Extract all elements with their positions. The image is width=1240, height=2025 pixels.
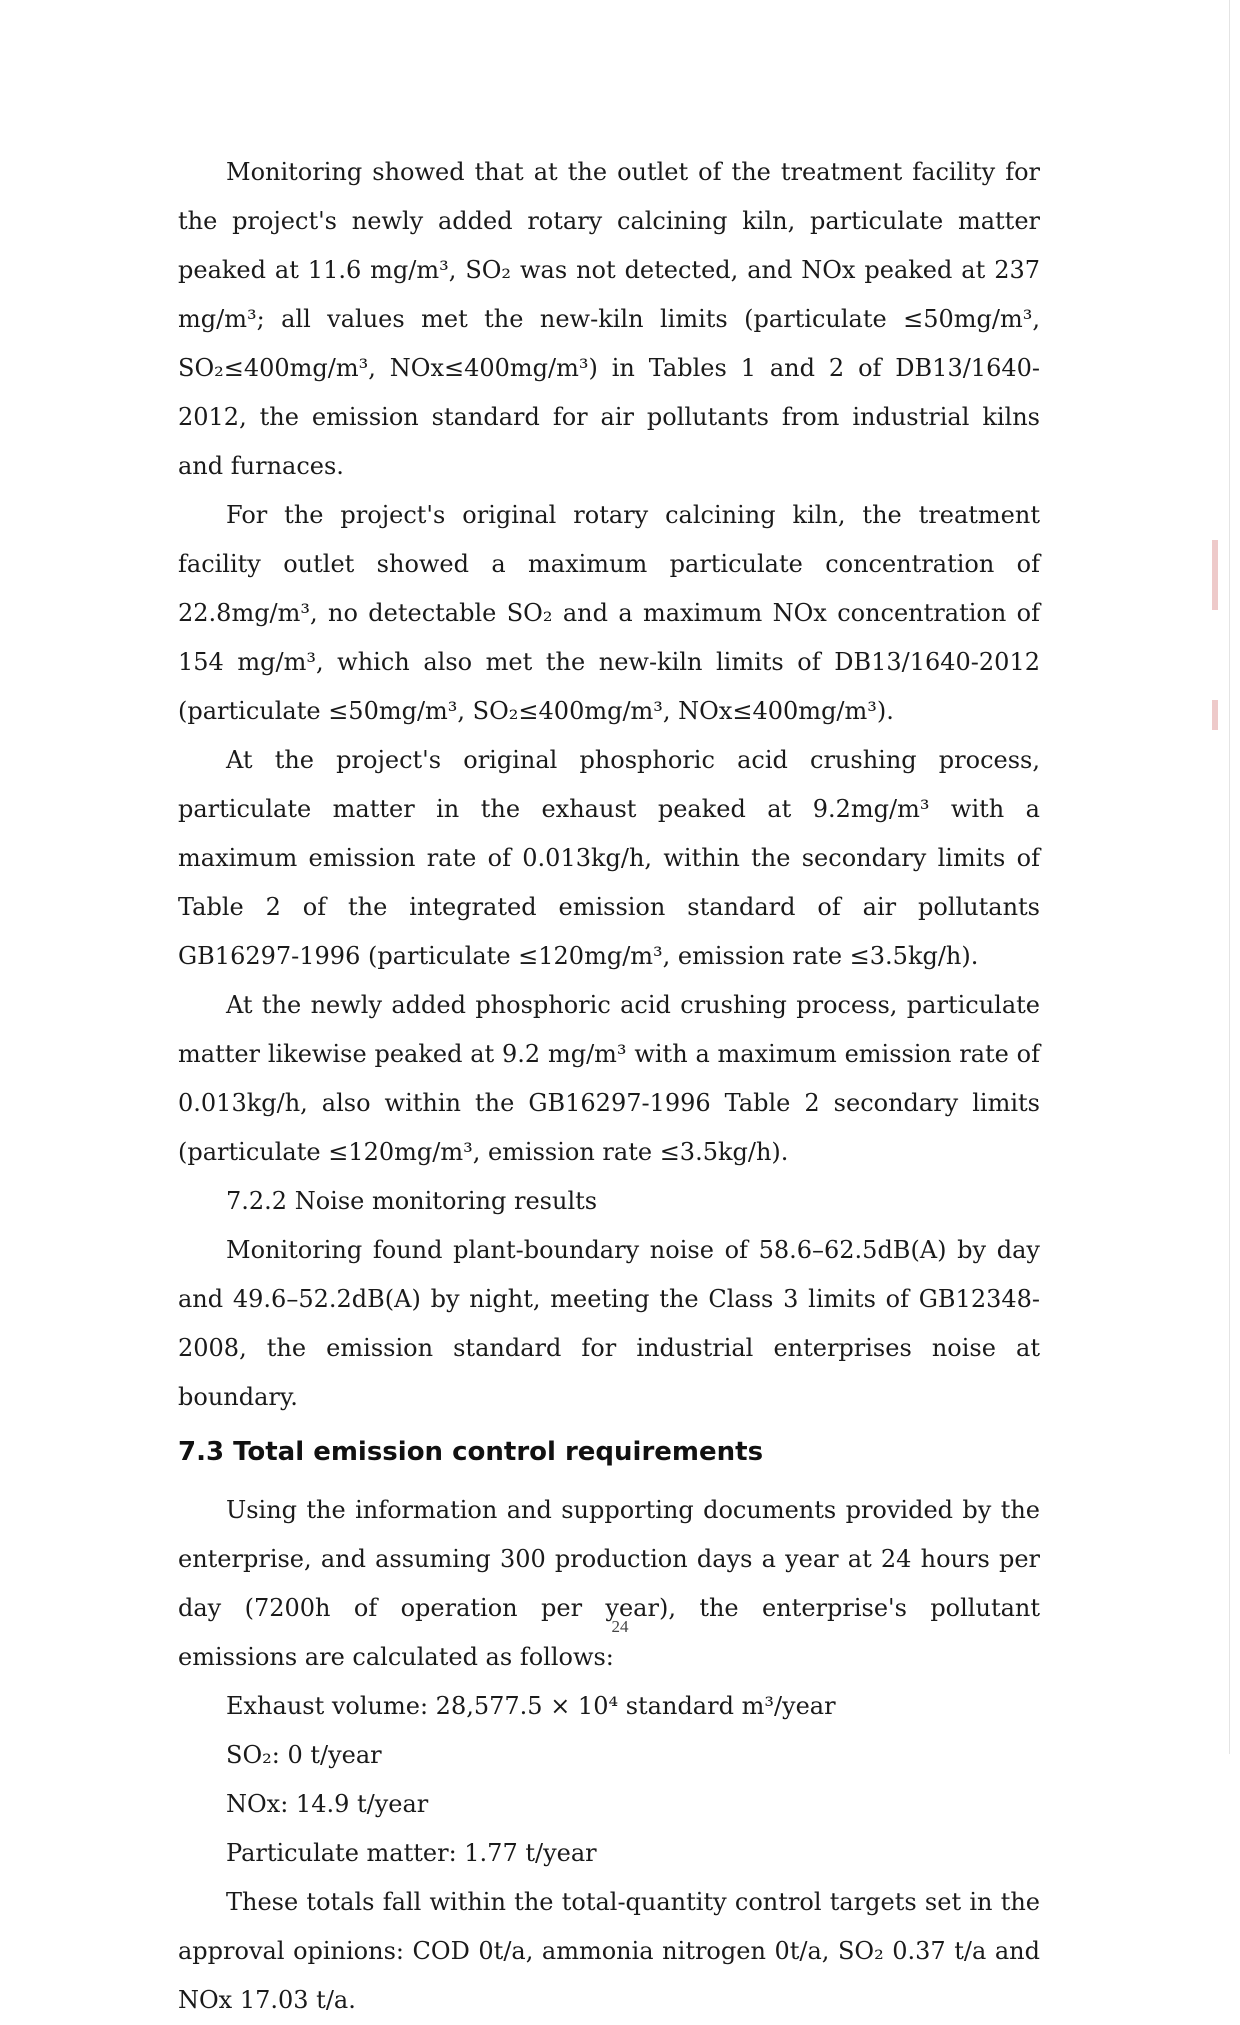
document-body	[178, 148, 1040, 2025]
emission-item-so2: SO₂: 0 t/year	[226, 1741, 382, 1769]
monitoring-paragraph-original-crushing: At the project's original phosphoric acid crushing process, particulate matter in the exhaust peaked at 9.2mg/m³ with a maximum emission rate of 0.013kg/h, within the secondary limits of Table 2 of the integrated emission standard of air pollutants GB16297-1996 (particulate ≤120mg/m³, emission rate ≤3.5kg/h).	[178, 746, 1040, 970]
noise-paragraph: Monitoring found plant-boundary noise of 58.6–62.5dB(A) by day and 49.6–52.2dB(A) by night, meeting the Class 3 limits of GB12348-2008, the emission standard for industrial enterprises noise at boundary.	[178, 1236, 1040, 1411]
monitoring-paragraph-original-kiln: For the project's original rotary calcining kiln, the treatment facility outlet showed a maximum particulate concentration of 22.8mg/m³, no detectable SO₂ and a maximum NOx concentration of 154 mg/m³, which also met the new-kiln limits of DB13/1640-2012 (particulate ≤50mg/m³, SO₂≤400mg/m³, NOx≤400mg/m³).	[178, 501, 1040, 725]
margin-stamp-mark	[1212, 700, 1218, 730]
emission-item-exhaust: Exhaust volume: 28,577.5 × 10⁴ standard m³/year	[226, 1692, 836, 1720]
page-number: 24	[611, 1617, 629, 1636]
noise-subheading: 7.2.2 Noise monitoring results	[226, 1187, 598, 1215]
section-heading: 7.3 Total emission control requirements	[178, 1437, 764, 1467]
monitoring-paragraph-new-kiln: Monitoring showed that at the outlet of the treatment facility for the project's newly added rotary calcining kiln, particulate matter peaked at 11.6 mg/m³, SO₂ was not detected, and NOx peaked at 237 mg/m³; all values met the new-kiln limits (particulate ≤50mg/m³, SO₂≤400mg/m³, NOx≤400mg/m³) in Tables 1 and 2 of DB13/1640-2012, the emission standard for air pollutants from industrial kilns and furnaces.	[178, 158, 1040, 480]
emission-item-nox: NOx: 14.9 t/year	[226, 1790, 429, 1818]
conclusion-paragraph: These totals fall within the total-quantity control targets set in the approval opinions: COD 0t/a, ammonia nitrogen 0t/a, SO₂ 0.37 t/a and NOx 17.03 t/a.	[178, 1888, 1040, 2014]
monitoring-paragraph-new-crushing: At the newly added phosphoric acid crushing process, particulate matter likewise peaked at 9.2 mg/m³ with a maximum emission rate of 0.013kg/h, also within the GB16297-1996 Table 2 secondary limits (particulate ≤120mg/m³, emission rate ≤3.5kg/h).	[178, 991, 1040, 1166]
page-edge-line	[1229, 0, 1230, 1754]
basis-paragraph: Using the information and supporting documents provided by the enterprise, and assuming 300 production days a year at 24 hours per day (7200h of operation per year), the enterprise's pollutant emissions are calculated as follows:	[178, 1496, 1040, 1671]
margin-stamp-mark	[1212, 540, 1218, 610]
emission-item-particulate: Particulate matter: 1.77 t/year	[226, 1839, 597, 1867]
